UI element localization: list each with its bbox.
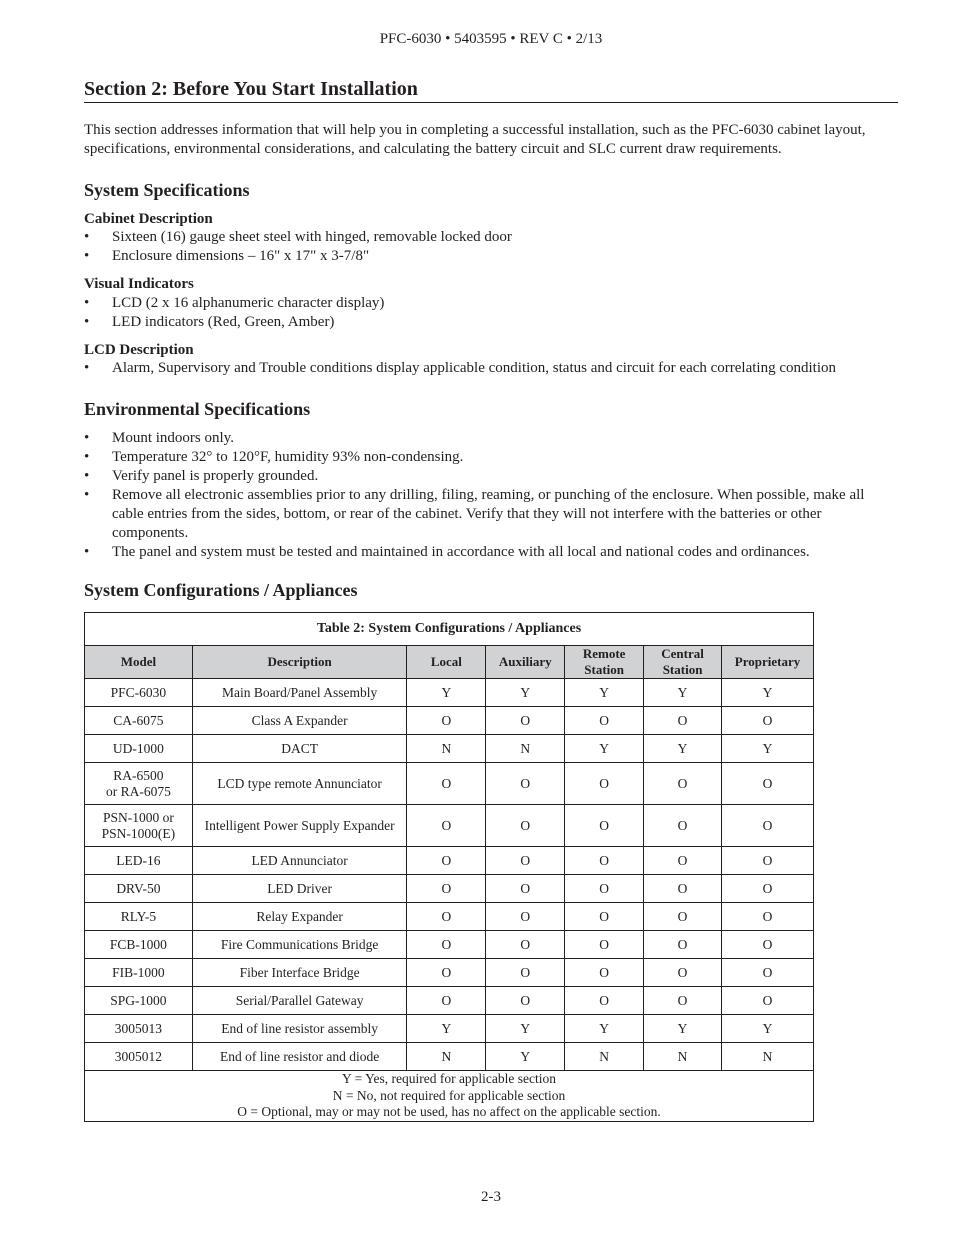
column-header: Auxiliary xyxy=(486,646,565,679)
table-row xyxy=(85,805,814,847)
list-item: • LCD (2 x 16 alphanumeric character display) xyxy=(84,294,884,313)
table-cell: FIB-1000 xyxy=(85,959,193,987)
table-cell: Y xyxy=(644,1015,722,1043)
table-row xyxy=(85,931,814,959)
table-cell: RA-6500 or RA-6075 xyxy=(85,763,193,805)
table-cell: O xyxy=(486,931,565,959)
table-cell: Y xyxy=(486,1015,565,1043)
table-cell: DACT xyxy=(192,735,407,763)
list-item: • Mount indoors only. xyxy=(84,429,879,448)
table-cell: O xyxy=(722,903,814,931)
table-cell: O xyxy=(407,763,486,805)
table-cell: Y xyxy=(565,679,644,707)
table-header-row xyxy=(85,646,814,679)
document-id-header: PFC-6030 • 5403595 • REV C • 2/13 xyxy=(379,31,603,47)
table-cell: O xyxy=(407,805,486,847)
table-cell: O xyxy=(644,805,722,847)
environmental-list xyxy=(84,429,879,562)
table-cell: O xyxy=(486,875,565,903)
table-cell: Y xyxy=(486,1043,565,1071)
table-cell: PFC-6030 xyxy=(85,679,193,707)
table-cell: O xyxy=(486,763,565,805)
table-row xyxy=(85,847,814,875)
table-cell: O xyxy=(486,959,565,987)
table-cell: LED Annunciator xyxy=(192,847,407,875)
visual-indicators-heading: Visual Indicators xyxy=(84,276,194,292)
table-cell: Y xyxy=(407,679,486,707)
table-cell: UD-1000 xyxy=(85,735,193,763)
table-cell: Main Board/Panel Assembly xyxy=(192,679,407,707)
table-cell: FCB-1000 xyxy=(85,931,193,959)
table-cell: Y xyxy=(644,679,722,707)
page-number: 2-3 xyxy=(481,1189,501,1205)
table-cell: O xyxy=(722,707,814,735)
table-cell: N xyxy=(486,735,565,763)
table-row xyxy=(85,707,814,735)
list-item: • Temperature 32° to 120°F, humidity 93% non-condensing. xyxy=(84,448,879,467)
table-cell: O xyxy=(486,847,565,875)
table-row xyxy=(85,763,814,805)
table-cell: End of line resistor and diode xyxy=(192,1043,407,1071)
table-cell: O xyxy=(722,847,814,875)
table-row xyxy=(85,1015,814,1043)
table-cell: O xyxy=(407,875,486,903)
table-row xyxy=(85,903,814,931)
table-cell: N xyxy=(644,1043,722,1071)
cabinet-description-heading: Cabinet Description xyxy=(84,211,213,227)
table-legend xyxy=(85,1071,814,1122)
table-cell: O xyxy=(644,987,722,1015)
table-cell: Y xyxy=(565,735,644,763)
table-cell: Y xyxy=(565,1015,644,1043)
table-cell: 3005012 xyxy=(85,1043,193,1071)
system-configurations-table xyxy=(84,612,814,1122)
table-cell: Fiber Interface Bridge xyxy=(192,959,407,987)
table-cell: O xyxy=(722,987,814,1015)
table-cell: LED Driver xyxy=(192,875,407,903)
table-cell: O xyxy=(644,959,722,987)
table-cell: O xyxy=(486,707,565,735)
table-row xyxy=(85,875,814,903)
table-cell: Fire Communications Bridge xyxy=(192,931,407,959)
table-cell: O xyxy=(722,805,814,847)
table-cell: N xyxy=(565,1043,644,1071)
table-row xyxy=(85,987,814,1015)
table-cell: O xyxy=(565,805,644,847)
table-cell: O xyxy=(486,805,565,847)
table-cell: PSN-1000 or PSN-1000(E) xyxy=(85,805,193,847)
table-row xyxy=(85,679,814,707)
list-item: • Alarm, Supervisory and Trouble conditions display applicable condition, status and circuit for each correlating condition xyxy=(84,359,884,378)
table-cell: Y xyxy=(722,1015,814,1043)
table-cell: SPG-1000 xyxy=(85,987,193,1015)
list-item: • Verify panel is properly grounded. xyxy=(84,467,879,486)
lcd-description-heading: LCD Description xyxy=(84,342,194,358)
legend-line: Y = Yes, required for applicable section xyxy=(341,1071,557,1086)
table-cell: O xyxy=(644,847,722,875)
column-header: Proprietary xyxy=(722,646,814,679)
table-cell: 3005013 xyxy=(85,1015,193,1043)
table-cell: Relay Expander xyxy=(192,903,407,931)
table-cell: LCD type remote Annunciator xyxy=(192,763,407,805)
section-intro: This section addresses information that will help you in completing a successful installation, such as the PFC-6030 cabinet layout, specifications, environmental considerations, and calculating the battery circuit and SLC current draw requirements. xyxy=(84,122,866,157)
table-cell: O xyxy=(407,931,486,959)
list-item: • Sixteen (16) gauge sheet steel with hinged, removable locked door xyxy=(84,228,884,247)
system-configurations-heading: System Configurations / Appliances xyxy=(84,580,358,600)
column-header: Model xyxy=(85,646,193,679)
list-item: • The panel and system must be tested and maintained in accordance with all local and national codes and ordinances. xyxy=(84,543,879,562)
table-cell: O xyxy=(722,959,814,987)
table-cell: Serial/Parallel Gateway xyxy=(192,987,407,1015)
table-cell: O xyxy=(722,763,814,805)
table-title: Table 2: System Configurations / Appliances xyxy=(85,613,814,646)
table-cell: Y xyxy=(644,735,722,763)
column-header: Remote Station xyxy=(565,646,644,679)
legend-line: O = Optional, may or may not be used, has no affect on the applicable section. xyxy=(237,1104,661,1119)
table-cell: O xyxy=(644,875,722,903)
list-item: • Enclosure dimensions – 16" x 17" x 3-7/8" xyxy=(84,247,884,266)
table-cell: End of line resistor assembly xyxy=(192,1015,407,1043)
column-header: Central Station xyxy=(644,646,722,679)
table-cell: O xyxy=(565,847,644,875)
table-cell: O xyxy=(644,903,722,931)
table-cell: O xyxy=(407,707,486,735)
visual-indicators-list xyxy=(84,294,884,332)
table-cell: O xyxy=(722,875,814,903)
table-cell: N xyxy=(407,735,486,763)
table-cell: Intelligent Power Supply Expander xyxy=(192,805,407,847)
table-cell: O xyxy=(407,987,486,1015)
table-cell: O xyxy=(565,903,644,931)
table-cell: Y xyxy=(722,735,814,763)
table-cell: O xyxy=(644,707,722,735)
table-cell: N xyxy=(722,1043,814,1071)
table-cell: O xyxy=(486,903,565,931)
table-cell: Y xyxy=(486,679,565,707)
table-cell: O xyxy=(407,959,486,987)
section-title: Section 2: Before You Start Installation xyxy=(84,78,898,103)
list-item: • LED indicators (Red, Green, Amber) xyxy=(84,313,884,332)
list-item: • Remove all electronic assemblies prior to any drilling, filing, reaming, or punching of the enclosure. When possible, make all cable entries from the sides, bottom, or rear of the cabinet. Verify that they will not interfere with the batteries or other components. xyxy=(84,486,879,543)
table-cell: Y xyxy=(722,679,814,707)
table-cell: O xyxy=(722,931,814,959)
table-cell: N xyxy=(407,1043,486,1071)
table-cell: O xyxy=(565,987,644,1015)
table-cell: DRV-50 xyxy=(85,875,193,903)
table-cell: O xyxy=(565,931,644,959)
table-cell: Class A Expander xyxy=(192,707,407,735)
table-cell: O xyxy=(407,847,486,875)
table-row xyxy=(85,735,814,763)
table-cell: O xyxy=(565,763,644,805)
lcd-description-list xyxy=(84,359,884,378)
table-cell: O xyxy=(565,959,644,987)
table-cell: O xyxy=(565,875,644,903)
column-header: Local xyxy=(407,646,486,679)
environmental-specifications-heading: Environmental Specifications xyxy=(84,399,311,419)
table-row xyxy=(85,959,814,987)
table-row xyxy=(85,1043,814,1071)
table-cell: O xyxy=(486,987,565,1015)
table-cell: O xyxy=(407,903,486,931)
table-cell: Y xyxy=(407,1015,486,1043)
system-specifications-heading: System Specifications xyxy=(84,180,250,200)
column-header: Description xyxy=(192,646,407,679)
cabinet-description-list xyxy=(84,228,884,266)
table-cell: LED-16 xyxy=(85,847,193,875)
table-cell: O xyxy=(565,707,644,735)
table-cell: O xyxy=(644,931,722,959)
legend-line: N = No, not required for applicable section xyxy=(332,1087,566,1103)
table-cell: O xyxy=(644,763,722,805)
table-cell: CA-6075 xyxy=(85,707,193,735)
table-cell: RLY-5 xyxy=(85,903,193,931)
